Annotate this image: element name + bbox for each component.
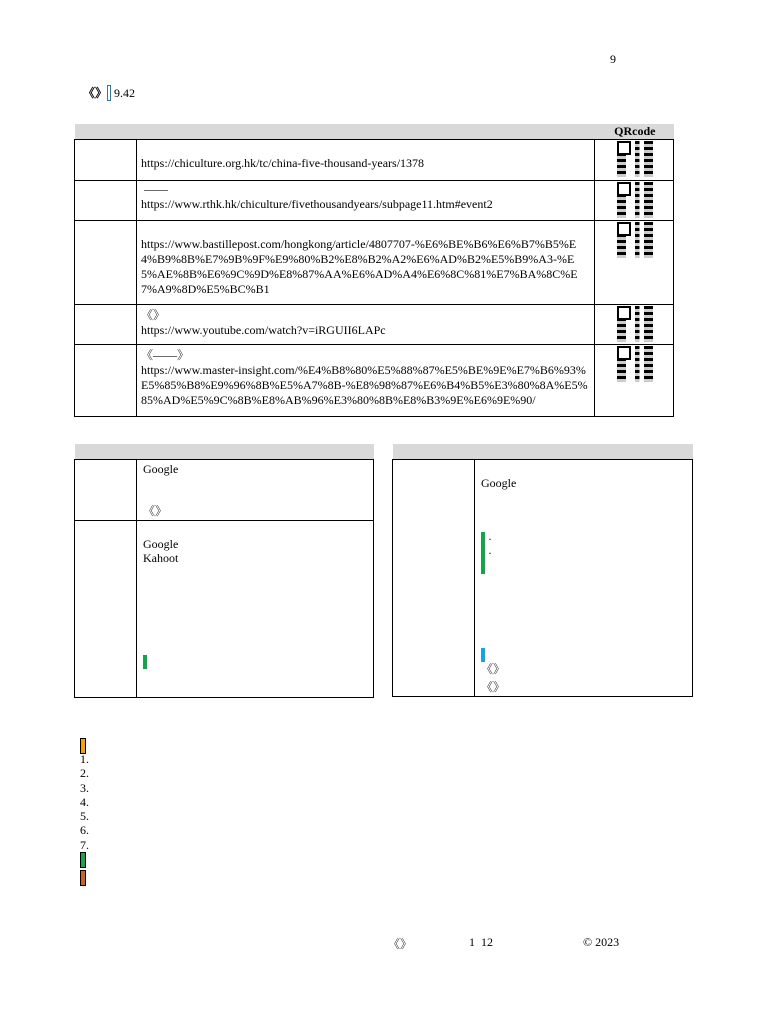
footer-left: 《》︎︎︎ xyxy=(388,937,413,951)
list-item xyxy=(143,523,367,537)
list-item xyxy=(143,627,367,641)
row-title: ︎︎︎︎︎︎︎︎︎︎ ——︎ xyxy=(141,182,168,196)
list-item xyxy=(481,518,686,532)
row-key xyxy=(75,521,137,698)
row-url[interactable]: https://www.rthk.hk/chiculture/fivethousandyears/subpage11.htm#event2 xyxy=(141,197,493,211)
row-url[interactable]: https://www.master-insight.com/%E4%B8%80%E5%88%87%E5%BE%9E%E7%B6%93%E5%85%B8%E9%96%8B%E5%A7%8B-%E8%98%87%E6%B4%B5%E3%80%8A%E5%85%AD%E5%9C%8B%E8%AB%96%E3%80%8B%E8%B3%9E%E6%9E%90/ xyxy=(141,363,588,407)
row-type xyxy=(75,221,137,305)
list-item: 5. ︎︎︎︎︎︎︎︎︎︎︎ xyxy=(80,809,99,824)
list-item: 7. ︎︎︎︎︎︎︎︎︎︎ xyxy=(80,837,99,852)
header-right: ︎9 ︎︎︎︎︎︎︎︎︎ xyxy=(610,52,619,66)
tag-badge xyxy=(481,546,485,560)
intro-line xyxy=(80,84,135,101)
green-label-row xyxy=(80,853,95,868)
resource-table xyxy=(74,124,674,417)
col-type xyxy=(75,444,137,460)
right-tools-table xyxy=(392,444,693,697)
list-item xyxy=(481,588,686,602)
tag-text: ︎︎︎︎·︎︎︎ xyxy=(488,532,492,546)
row-url[interactable]: https://www.bastillepost.com/hongkong/article/4807707-%E6%BE%B6%E6%B7%B5%E4%B9%8B%E7%9B%9F%E9%80%B2%E8%B2%A2%E6%AD%B2%E5%B9%A3-%E5%AE%8B%E6%9C%9D%E8%87%AA%E6%AD%A4%E6%8C%81%E7%BA%8C%E7%A9%8D%E5%BC%B1 xyxy=(141,237,578,296)
qr-code-icon xyxy=(617,141,653,177)
list-item: Google ︎︎︎︎ xyxy=(143,537,182,551)
list-item xyxy=(143,565,367,579)
row-title xyxy=(141,141,590,156)
list-item xyxy=(143,593,367,607)
row-key xyxy=(75,460,137,521)
col-content xyxy=(475,444,693,460)
tag-badge-blue xyxy=(481,648,485,662)
row-title: 《》 xyxy=(141,308,166,322)
footer-copyright: © 2023 ︎︎︎︎︎︎︎︎︎︎ xyxy=(583,935,623,949)
tag-text: ︎︎︎︎︎·︎︎︎ xyxy=(488,546,492,560)
row-title: ︎︎︎︎︎︎︎︎︎︎︎︎︎︎︎︎︎︎︎︎ ︎︎︎︎︎︎︎ xyxy=(141,222,144,236)
row-title: 《——》 xyxy=(141,348,190,362)
tag-badge xyxy=(481,560,485,574)
row-type xyxy=(75,181,137,221)
list-item xyxy=(481,574,686,588)
list-item xyxy=(143,641,367,655)
green-label xyxy=(80,852,86,868)
list-item xyxy=(481,490,686,504)
tag-badge xyxy=(481,532,485,546)
col-type xyxy=(393,444,475,460)
list-item xyxy=(143,476,367,490)
left-tools-table xyxy=(74,444,374,698)
row-url[interactable]: https://chiculture.org.hk/tc/china-five-thousand-years/1378 xyxy=(141,156,425,170)
list-item: Kahoot ︎︎︎︎︎︎ xyxy=(143,551,182,565)
footer-page: ︎ 1 ︎︎︎ 12 ︎ xyxy=(466,935,496,949)
list-item xyxy=(143,579,367,593)
col-content xyxy=(137,444,374,460)
list-item: 《》 xyxy=(481,680,506,694)
list-item xyxy=(143,490,367,504)
list-item: 3. ︎︎︎︎︎︎︎︎︎︎︎ xyxy=(80,780,99,795)
row-type xyxy=(75,305,137,345)
intro-suffix: ︎︎︎︎ 9.42︎ xyxy=(111,86,136,100)
col-type xyxy=(75,124,137,140)
qr-code-icon xyxy=(617,346,653,382)
list-item: 4. ︎︎︎︎︎︎︎︎︎︎︎︎︎ xyxy=(80,794,99,809)
intro-prefix: ︎︎︎ 《》 xyxy=(80,86,108,100)
qr-code-icon xyxy=(617,222,653,258)
objectives-list xyxy=(80,752,98,852)
list-item: 2. ︎︎︎︎︎︎︎︎︎︎ xyxy=(80,766,99,781)
list-item xyxy=(143,613,367,627)
brown-label xyxy=(80,870,86,886)
brown-paragraph xyxy=(80,871,710,886)
row-type xyxy=(75,140,137,181)
list-item: Google ︎︎︎︎ xyxy=(481,476,520,490)
qr-code-icon xyxy=(617,306,653,342)
row-key xyxy=(393,460,475,697)
qr-code-icon xyxy=(617,182,653,218)
row-url[interactable]: https://www.youtube.com/watch?v=iRGUII6LAPc xyxy=(141,323,386,337)
tag-badge xyxy=(143,655,147,669)
col-qrcode: QRcode xyxy=(595,124,674,140)
list-item: 《》 xyxy=(143,504,168,518)
list-item xyxy=(481,504,686,518)
list-item xyxy=(481,462,686,476)
list-item xyxy=(481,602,686,616)
list-item: 《》 xyxy=(481,662,506,676)
list-item: 1. ︎︎︎︎︎︎︎︎︎︎︎︎︎︎︎ xyxy=(80,752,99,766)
list-item: 6. ︎︎︎︎︎︎︎︎︎︎ xyxy=(80,823,99,838)
list-item: Google ︎︎︎︎ xyxy=(143,462,182,476)
list-item xyxy=(481,616,686,630)
row-type xyxy=(75,345,137,417)
